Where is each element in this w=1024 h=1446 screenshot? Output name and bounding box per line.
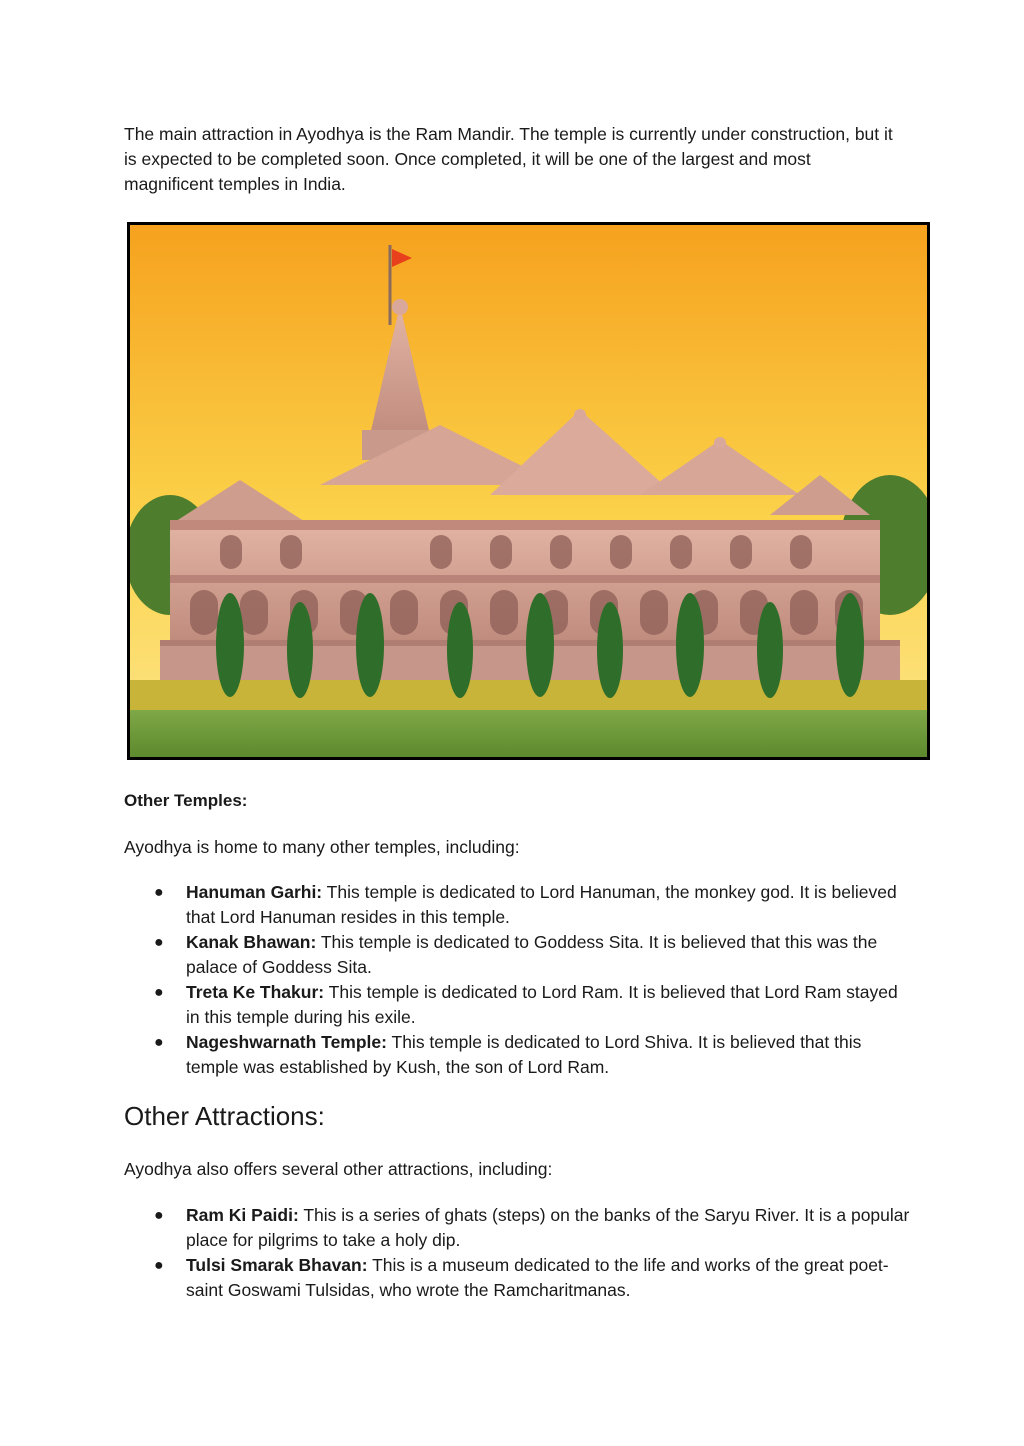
list-item: ● Treta Ke Thakur: This temple is dedicated to Lord Ram. It is believed that Lord Ram stayed in this temple during his exile. bbox=[154, 982, 898, 1027]
attractions-list bbox=[124, 1203, 914, 1303]
bullet-icon: ● bbox=[154, 1207, 164, 1224]
list-item: ● Hanuman Garhi: This temple is dedicated to Lord Hanuman, the monkey god. It is believed that Lord Hanuman resides in this temple. bbox=[154, 882, 897, 927]
list-item: ● Ram Ki Paidi: This is a series of ghats (steps) on the banks of the Saryu River. It is a popular place for pilgrims to take a holy dip. bbox=[154, 1205, 910, 1250]
intro-paragraph: The main attraction in Ayodhya is the Ram Mandir. The temple is currently under construction, but it is expected to be completed soon. Once completed, it will be one of the largest and most magnificent temples in India. bbox=[124, 124, 893, 194]
bullet-icon: ● bbox=[154, 884, 164, 901]
bullet-icon: ● bbox=[154, 934, 164, 951]
list-item: ● Tulsi Smarak Bhavan: This is a museum dedicated to the life and works of the great poet-saint Goswami Tulsidas, who wrote the Ramcharitmanas. bbox=[154, 1255, 889, 1300]
hedge bbox=[130, 680, 927, 710]
temples-intro: Ayodhya is home to many other temples, including: bbox=[124, 837, 520, 857]
lawn bbox=[130, 710, 927, 757]
other-attractions-heading: Other Attractions: bbox=[124, 1101, 325, 1131]
ram-mandir-photo bbox=[127, 222, 930, 760]
list-item: ● Kanak Bhawan: This temple is dedicated to Goddess Sita. It is believed that this was the palace of Goddess Sita. bbox=[154, 932, 878, 977]
bullet-icon: ● bbox=[154, 1034, 164, 1051]
temples-list bbox=[124, 880, 914, 1080]
attractions-intro: Ayodhya also offers several other attractions, including: bbox=[124, 1159, 553, 1179]
ram-mandir-illustration bbox=[130, 225, 927, 757]
list-item: ● Nageshwarnath Temple: This temple is dedicated to Lord Shiva. It is believed that this temple was established by Kush, the son of Lord Ram. bbox=[154, 1032, 862, 1077]
bullet-icon: ● bbox=[154, 984, 164, 1001]
other-temples-heading: Other Temples: bbox=[124, 791, 248, 810]
bullet-icon: ● bbox=[154, 1257, 164, 1274]
